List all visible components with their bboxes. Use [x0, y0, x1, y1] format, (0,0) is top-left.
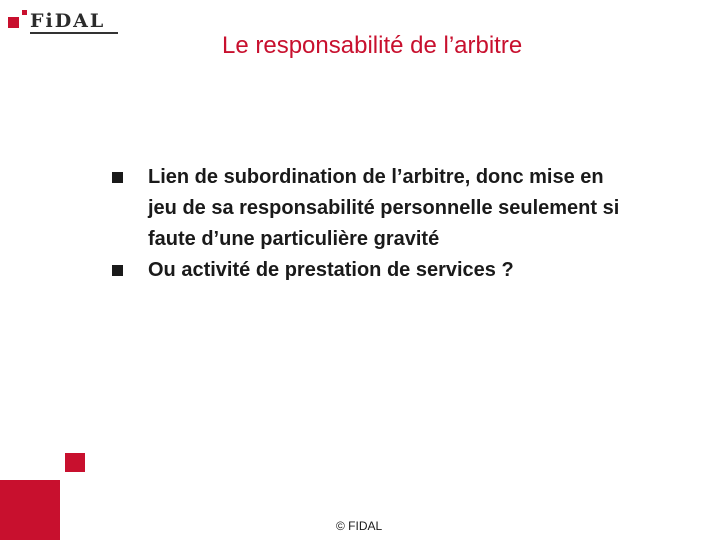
bullet-text: Ou activité de prestation de services ? — [148, 259, 514, 281]
bullet-text: Lien de subordination de l’arbitre, donc mise en jeu de sa responsabilité personnelle seulement si faute d’une particulière gravité — [148, 166, 620, 250]
decorative-large-red-square — [0, 480, 60, 540]
logo-red-square-icon — [8, 17, 19, 28]
square-bullet-icon — [112, 172, 123, 183]
square-bullet-icon — [112, 265, 123, 276]
logo-wordmark: FiDAL — [30, 10, 106, 32]
bullet-item — [112, 255, 632, 286]
slide-title: Le responsabilité de l’arbitre — [222, 32, 523, 59]
logo-underline — [30, 32, 118, 34]
fidal-logo — [6, 8, 118, 32]
decorative-small-red-square — [65, 453, 85, 472]
footer-copyright: © FIDAL — [336, 519, 383, 533]
bullet-list — [112, 162, 632, 286]
bullet-item — [112, 162, 632, 255]
logo-small-red-square-icon — [22, 10, 27, 15]
